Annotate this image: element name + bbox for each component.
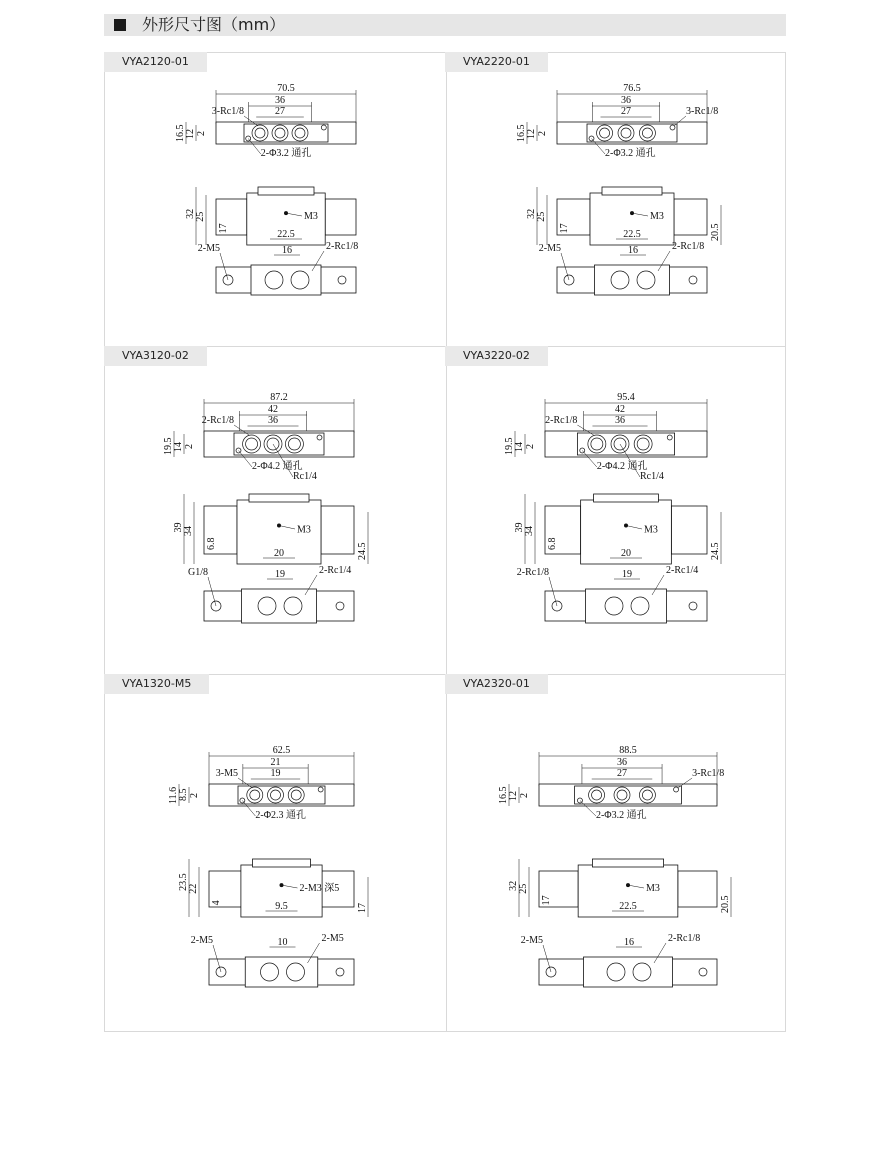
hole-callout: 2-Φ4.2 通孔 [252,461,303,472]
side-coil-right [325,199,356,235]
bottom-view [517,565,707,623]
bottom-pitch-label: 16 [628,245,638,256]
side-top-cap [594,494,659,502]
side-view [508,859,731,917]
side-h2-label: 25 [195,211,206,222]
bottom-pitch-label: 19 [275,569,285,580]
side-h1-label: 39 [514,522,525,533]
extra-port-callout: Rc1/4 [293,471,317,482]
model-name-tag: VYA2320-01 [445,674,548,694]
width1-label: 21 [270,757,281,768]
bottom-manifold [245,957,318,987]
bottom-view [539,241,707,295]
length-label: 76.5 [623,83,641,94]
model-name-tag: VYA2220-01 [445,52,548,72]
height3-label: 2 [184,444,195,449]
side-h1-label: 32 [185,208,196,219]
bottom-left-callout: 2-M5 [520,935,543,946]
height3-label: 2 [525,444,536,449]
pitch-label: 20 [621,548,631,559]
side-view [514,494,721,564]
width1-label: 36 [275,95,285,106]
side-h2-label: 34 [183,526,194,536]
bottom-manifold [584,957,673,987]
pitch-label: 22.5 [619,901,637,912]
height2-label: 12 [185,129,196,139]
height2-label: 14 [173,442,184,452]
model-name-tag: VYA3120-02 [104,346,207,366]
hole-callout: 2-Φ4.2 通孔 [596,461,648,472]
side-coil-right [674,199,707,235]
side-top-cap [249,494,309,502]
top-view [498,745,724,821]
top-manifold-block [244,124,328,142]
bottom-view [188,565,354,623]
thread-callout: M3 [644,524,658,536]
bottom-view [521,933,717,987]
side-top-cap [258,187,314,195]
model-cell [104,674,445,1032]
pitch-label: 9.5 [275,901,288,912]
section-header [104,14,786,36]
side-h3-label: 17 [541,895,552,906]
height3-label: 2 [196,131,207,136]
top-manifold-block [238,786,325,804]
pitch-label: 20 [274,548,284,559]
side-coil-right [321,506,354,554]
pitch-label: 22.5 [277,229,295,240]
bottom-left-callout: G1/8 [188,567,208,578]
bottom-pitch-label: 19 [622,569,632,580]
side-h1-label: 32 [508,880,519,891]
bottom-manifold [595,265,670,295]
side-view [178,859,368,917]
top-view [168,745,354,821]
side-h2-label: 25 [518,883,529,894]
thread-callout: 2-M3 深5 [299,882,340,894]
top-view [175,83,356,159]
model-cell [104,52,445,346]
length-label: 95.4 [617,392,635,403]
height2-label: 8.5 [178,788,189,801]
side-h1-label: 32 [526,208,537,219]
bottom-left-callout: 2-Rc1/8 [516,567,549,578]
side-top-cap [253,859,311,867]
top-view [163,392,354,482]
height1-label: 16.5 [498,786,509,804]
extra-port-callout: Rc1/4 [640,471,664,482]
side-coil-right [671,506,707,554]
bottom-pitch-label: 16 [624,937,634,948]
width1-label: 36 [617,757,627,768]
side-h3-label: 17 [218,223,229,234]
square-bullet-icon [114,19,126,31]
width2-label: 27 [617,768,627,779]
height3-label: 2 [537,131,548,136]
side-coil-right [678,871,717,907]
height1-label: 11.6 [168,786,179,804]
port-callout: 3-Rc1/8 [211,106,244,117]
side-h1-label: 23.5 [178,873,189,891]
bottom-view [191,933,354,987]
side-h3-label: 4 [211,900,222,906]
bottom-pitch-label: 16 [282,245,292,256]
width2-label: 36 [615,415,625,426]
length-label: 70.5 [277,83,295,94]
thread-callout: M3 [304,210,318,222]
thread-callout: M3 [646,882,660,894]
hole-callout: 2-Φ3.2 通孔 [595,810,647,821]
hole-callout: 2-Φ3.2 通孔 [260,148,312,159]
top-manifold-block [587,124,677,142]
width1-label: 36 [621,95,631,106]
side-right-label: 17 [357,903,368,913]
side-right-label: 20.5 [720,895,731,913]
side-h2-label: 25 [536,211,547,222]
side-h3-label: 6.8 [547,537,558,550]
height2-label: 14 [514,442,525,452]
model-cell [445,346,786,674]
hole-callout: 2-Φ2.3 通孔 [255,810,307,821]
side-view [173,494,368,564]
side-right-label: 24.5 [710,542,721,560]
side-h2-label: 34 [524,526,535,536]
width2-label: 36 [268,415,278,426]
side-top-cap [592,859,663,867]
bottom-manifold [586,589,667,623]
side-h3-label: 6.8 [206,537,217,550]
side-view [185,187,356,245]
height1-label: 16.5 [175,124,186,142]
width1-label: 42 [268,404,278,415]
model-cell [445,52,786,346]
height1-label: 19.5 [504,437,515,455]
height1-label: 16.5 [516,124,527,142]
model-cell [445,674,786,1032]
length-label: 87.2 [270,392,288,403]
side-right-label: 20.5 [710,223,721,241]
bottom-left-callout: 2-M5 [197,243,220,254]
dimension-drawing [104,674,445,1032]
bottom-left-callout: 2-M5 [190,935,213,946]
dimension-drawing [104,346,445,674]
section-title: 外形尺寸图（mm） [142,15,286,34]
thread-callout: M3 [297,524,311,536]
bottom-left-callout: 2-M5 [538,243,561,254]
height2-label: 12 [508,791,519,801]
model-name-tag: VYA2120-01 [104,52,207,72]
bottom-right-callout: 2-Rc1/8 [326,241,359,252]
side-top-cap [602,187,662,195]
bottom-pitch-label: 10 [277,937,288,948]
port-callout: 2-Rc1/8 [201,415,234,426]
thread-callout: M3 [650,210,664,222]
dimension-drawing [445,346,786,674]
port-callout: 3-Rc1/8 [686,106,719,117]
dimension-drawing [104,52,445,346]
width2-label: 27 [275,106,285,117]
bottom-right-callout: 2-Rc1/8 [668,933,701,944]
bottom-right-callout: 2-M5 [321,933,344,944]
model-cell [104,346,445,674]
model-name-tag: VYA3220-02 [445,346,548,366]
side-h2-label: 22 [188,883,199,894]
dimension-drawing [445,674,786,1032]
port-callout: 3-Rc1/8 [692,768,725,779]
side-h3-label: 17 [559,223,570,234]
port-callout: 2-Rc1/8 [545,415,578,426]
pitch-label: 22.5 [623,229,641,240]
width1-label: 42 [615,404,625,415]
bottom-manifold [251,265,321,295]
height3-label: 2 [189,793,200,798]
port-callout: 3-M5 [215,768,238,779]
top-view [516,83,718,159]
length-label: 62.5 [272,745,291,756]
bottom-right-callout: 2-Rc1/4 [666,565,699,576]
height2-label: 12 [526,129,537,139]
bottom-right-callout: 2-Rc1/8 [672,241,705,252]
bottom-view [198,241,358,295]
length-label: 88.5 [619,745,637,756]
side-view [526,187,721,245]
width2-label: 19 [270,768,281,779]
bottom-right-callout: 2-Rc1/4 [319,565,352,576]
width2-label: 27 [621,106,631,117]
side-right-label: 24.5 [357,542,368,560]
height3-label: 2 [519,793,530,798]
top-view [504,392,707,482]
side-h1-label: 39 [173,522,184,533]
dimension-drawing [445,52,786,346]
top-manifold-block [575,786,682,804]
hole-callout: 2-Φ3.2 通孔 [605,148,656,159]
height1-label: 19.5 [163,437,174,455]
model-name-tag: VYA1320-M5 [104,674,209,694]
